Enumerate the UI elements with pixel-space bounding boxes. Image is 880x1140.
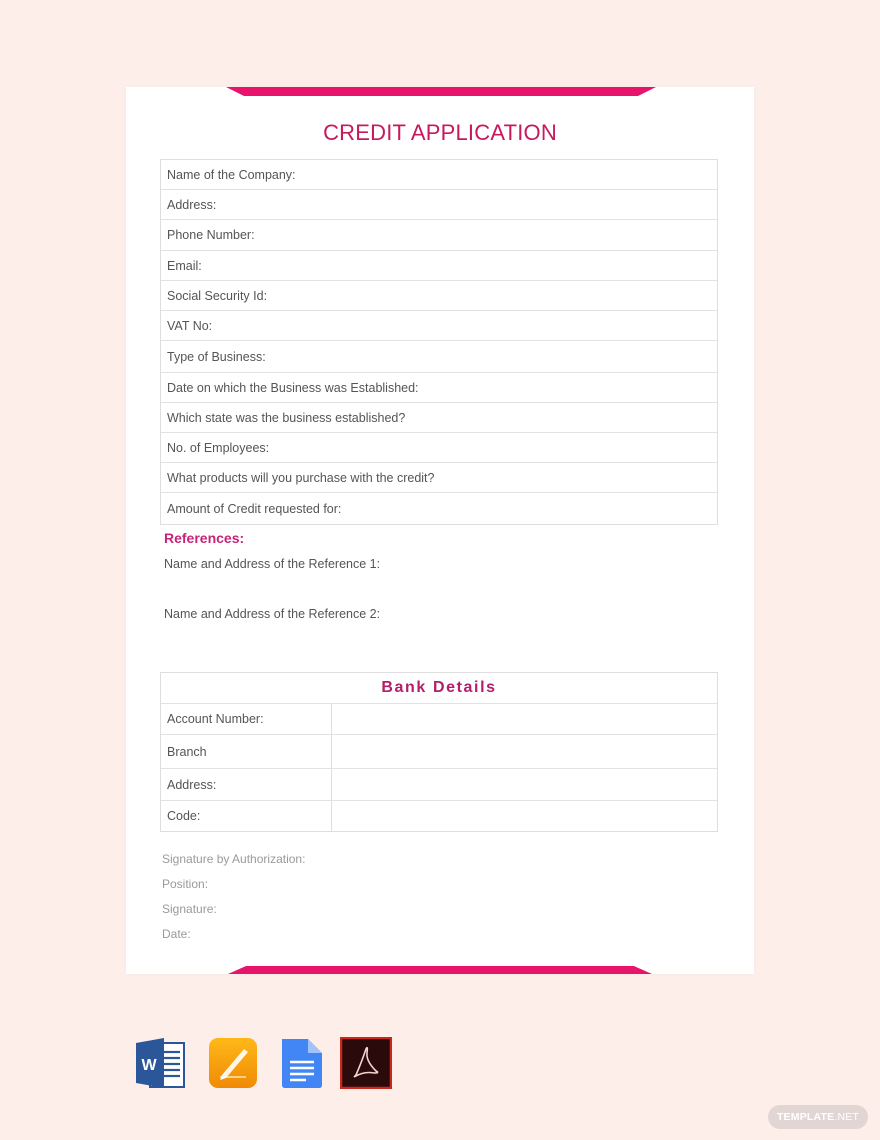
- field-social-security-id[interactable]: Social Security Id:: [161, 281, 717, 311]
- page-title: CREDIT APPLICATION: [323, 120, 557, 145]
- bank-row-branch: [161, 735, 717, 769]
- field-products[interactable]: What products will you purchase with the credit?: [161, 463, 717, 493]
- document-page: [126, 87, 754, 974]
- pdf-icon[interactable]: [340, 1037, 390, 1089]
- top-accent-bar: [226, 87, 656, 96]
- bank-label: Branch: [161, 735, 332, 768]
- field-type-of-business[interactable]: Type of Business:: [161, 341, 717, 373]
- template-net-watermark[interactable]: TEMPLATE .NET: [768, 1105, 868, 1129]
- bank-label: Address:: [161, 769, 332, 800]
- reference-2-field[interactable]: Name and Address of the Reference 2:: [164, 607, 381, 621]
- field-vat-no[interactable]: VAT No:: [161, 311, 717, 341]
- branch-input[interactable]: [332, 735, 717, 768]
- field-address[interactable]: Address:: [161, 190, 717, 220]
- bank-row-account-number: [161, 704, 717, 735]
- svg-text:W: W: [141, 1057, 157, 1074]
- date-field[interactable]: Date:: [162, 927, 191, 941]
- applicant-info-table: [160, 159, 718, 525]
- field-date-established[interactable]: Date on which the Business was Established:: [161, 373, 717, 403]
- field-state-established[interactable]: Which state was the business established?: [161, 403, 717, 433]
- bank-details-heading: Bank Details: [161, 673, 717, 704]
- bank-details-table: [160, 672, 718, 832]
- google-docs-icon[interactable]: [278, 1037, 328, 1089]
- field-credit-amount[interactable]: Amount of Credit requested for:: [167, 501, 342, 516]
- position-field[interactable]: Position:: [162, 877, 209, 891]
- signature-field[interactable]: Signature:: [162, 902, 217, 916]
- code-input[interactable]: [332, 801, 717, 831]
- bank-row-code: [161, 801, 717, 831]
- pages-icon[interactable]: [208, 1037, 258, 1089]
- bank-label: Code:: [161, 801, 332, 831]
- bottom-accent-bar: [228, 966, 652, 974]
- bank-address-input[interactable]: [332, 769, 717, 800]
- field-email[interactable]: Email:: [161, 251, 717, 281]
- reference-1-field[interactable]: Name and Address of the Reference 1:: [164, 557, 381, 571]
- field-employees[interactable]: No. of Employees:: [161, 433, 717, 463]
- field-company-name[interactable]: Name of the Company:: [161, 160, 717, 190]
- bank-label: Account Number:: [161, 704, 332, 734]
- signature-by-authorization[interactable]: Signature by Authorization:: [162, 852, 306, 866]
- account-number-input[interactable]: [332, 704, 717, 734]
- field-phone-number[interactable]: Phone Number:: [161, 220, 717, 251]
- word-icon[interactable]: [136, 1037, 186, 1089]
- references-heading: References:: [164, 530, 245, 546]
- bank-row-address: [161, 769, 717, 801]
